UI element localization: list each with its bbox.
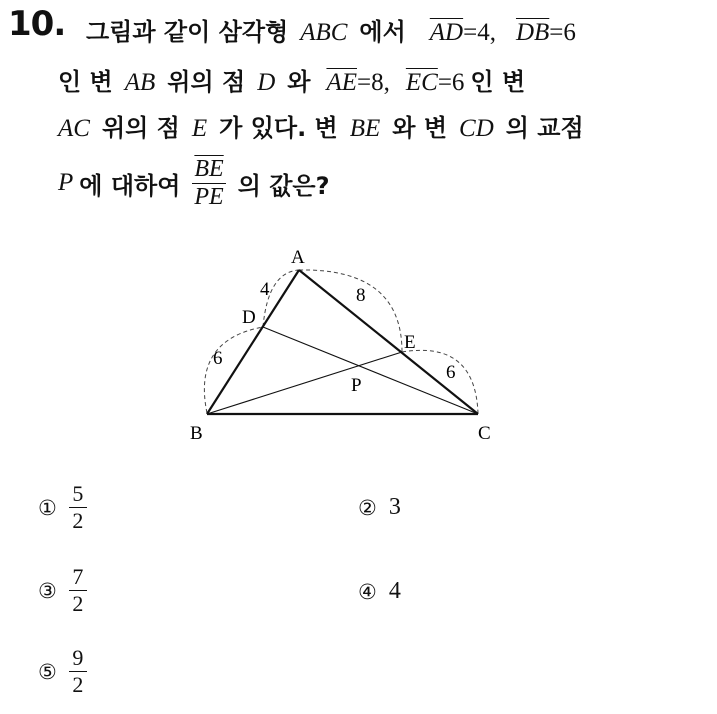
choice-marker: ① — [38, 495, 57, 520]
math-be: BE — [349, 115, 381, 142]
length-db: 6 — [213, 348, 223, 369]
choice-fraction — [69, 645, 87, 698]
label-a: A — [291, 247, 305, 268]
math-ac: AC — [58, 115, 90, 142]
fraction-denominator: PE — [194, 183, 224, 210]
math-p: P — [58, 169, 74, 196]
segment-be-line — [207, 352, 402, 414]
choice-1[interactable] — [38, 481, 87, 534]
side-ac — [299, 270, 478, 414]
choice-5[interactable] — [38, 645, 87, 698]
segment-ad: $\overline{AD}$ — [429, 19, 464, 46]
choice-2[interactable] — [358, 494, 401, 521]
question-text: 의 교점 — [505, 114, 584, 142]
choice-marker: ⑤ — [38, 659, 57, 684]
question-text: 위의 점 — [167, 68, 246, 96]
choice-value: 3 — [388, 494, 401, 520]
choice-denominator: 2 — [72, 672, 84, 697]
label-b: B — [190, 423, 203, 444]
length-ad: 4 — [260, 279, 270, 300]
label-d: D — [242, 307, 256, 328]
math-abc: ABC — [300, 19, 348, 46]
fraction-numerator: $\overline{BE}$ — [194, 155, 224, 182]
choice-numerator: 9 — [72, 645, 84, 670]
question-text: 와 — [287, 68, 311, 96]
segment-ec: $\overline{EC}$ — [405, 69, 438, 96]
length-ec: 6 — [446, 362, 456, 383]
question-text: 가 있다. 변 — [219, 114, 338, 142]
choice-marker: ③ — [38, 578, 57, 603]
math-ab: AB — [124, 69, 156, 96]
math-e: E — [191, 115, 208, 142]
question-text: 의 값은? — [237, 171, 330, 200]
choice-3[interactable] — [38, 564, 87, 617]
segment-db: $\overline{DB}$ — [515, 19, 550, 46]
choice-denominator: 2 — [72, 508, 84, 533]
segment-ad-value: =4, — [463, 19, 496, 46]
question-text: 인 변 — [470, 68, 526, 96]
choice-fraction — [69, 481, 87, 534]
question-text: 와 변 — [392, 114, 448, 142]
choice-numerator: 7 — [72, 564, 84, 589]
label-p: P — [351, 375, 362, 396]
choice-numerator: 5 — [72, 481, 84, 506]
segment-db-value: =6 — [549, 19, 576, 46]
question-number: 10. — [8, 4, 66, 44]
question-text: 에 대하여 — [79, 171, 181, 200]
segment-ae: $\overline{AE}$ — [326, 69, 357, 96]
label-c: C — [478, 423, 491, 444]
segment-ec-value: =6 — [437, 69, 465, 96]
choice-marker: ② — [358, 495, 377, 520]
question-text: 에서 — [359, 18, 406, 46]
choice-value: 4 — [388, 578, 401, 604]
math-d: D — [257, 69, 276, 96]
label-e: E — [404, 332, 416, 353]
question-text: 그림과 같이 삼각형 — [86, 18, 289, 46]
math-cd: CD — [459, 115, 494, 142]
choice-marker: ④ — [358, 579, 377, 604]
choice-denominator: 2 — [72, 591, 84, 616]
side-ab — [207, 270, 299, 414]
segment-ae-value: =8, — [357, 69, 390, 96]
question-text: 인 변 — [58, 68, 113, 96]
choice-fraction — [69, 564, 87, 617]
length-ae: 8 — [356, 285, 366, 306]
question-text: 위의 점 — [101, 114, 180, 142]
choice-4[interactable] — [358, 578, 401, 605]
